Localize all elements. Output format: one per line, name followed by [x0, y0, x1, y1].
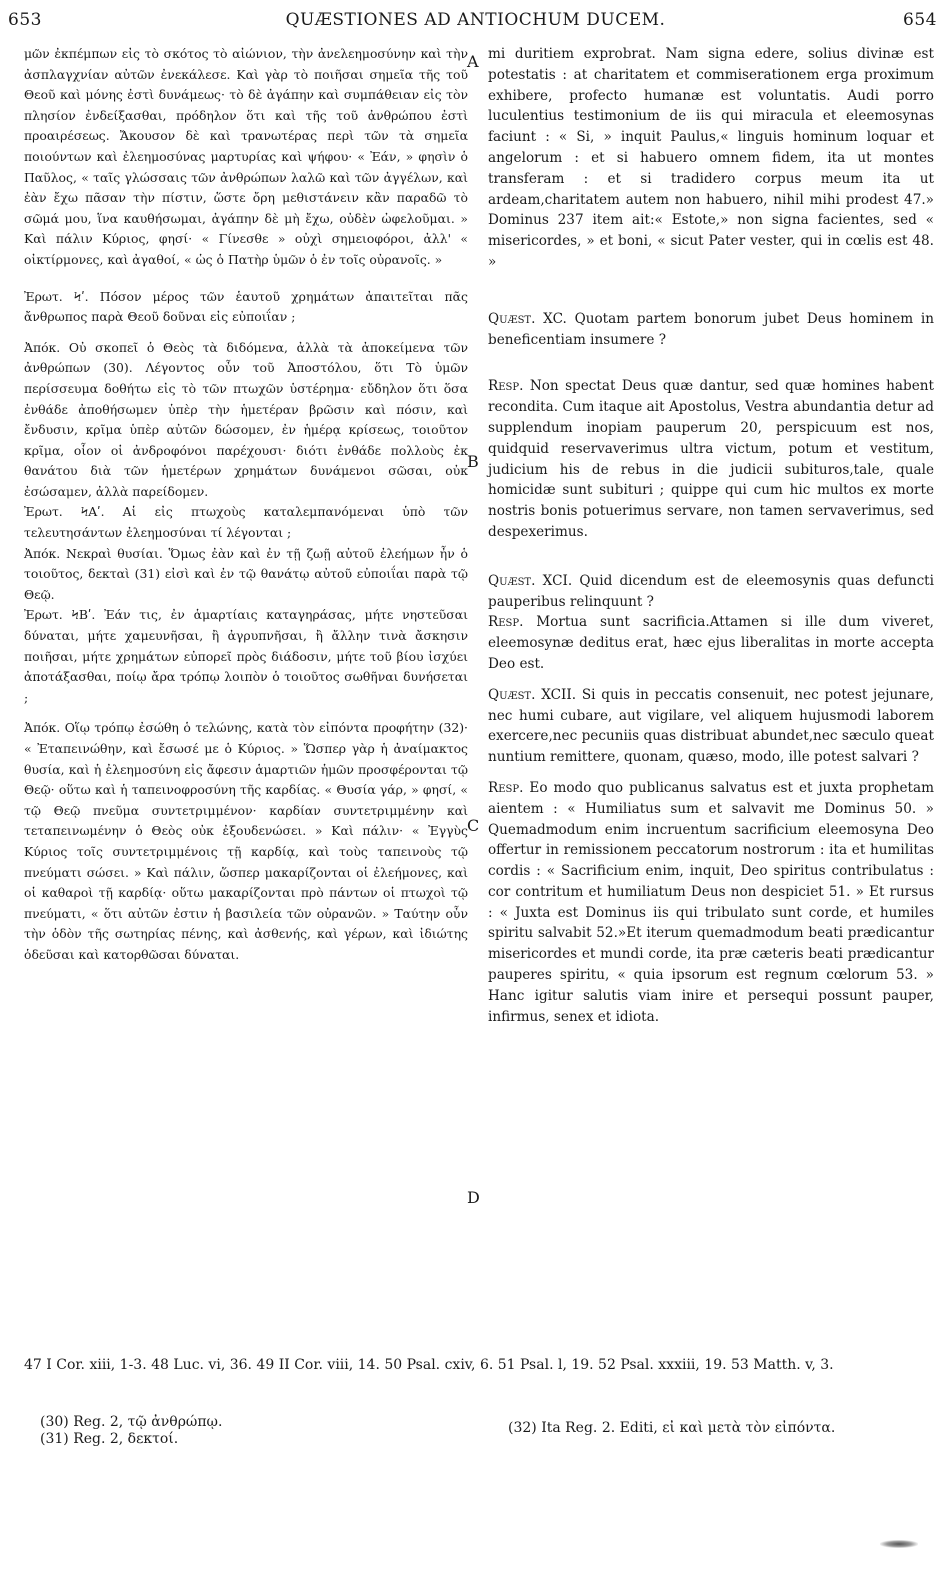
variant-footnotes-left [40, 1414, 460, 1448]
answer-text: Mortua sunt sacrificia.Attamen si ille dum viveret, eleemosynæ deditus erat, hæc ejus liberalitas in morte accepta Deo est. [488, 614, 934, 672]
latin-paragraph-intro: mi duritiem exprobrat. Nam signa edere, solius divinæ est potestatis : at charitatem et commiserationem erga proximum exhibere, profecto humanæ est voluntatis. Audi porro luculentius testimonium de iis qui miracula et eleemosynas faciunt : « Si, » inquit Paulus,« linguis hominum loquar et angelorum : et si habuero omnem fidem, ita ut montes transferam : et si tradidero corpus meum ita ut ardeam,charitatem autem non habuero, nihil mihi prodest 47.» Dominus 237 item ait:« Estote,» non signa facientes, sed « misericordes, » et boni, « sicut Pater vester, qui in cœlis est 48. » [488, 46, 934, 270]
answer-label: Resp. [488, 614, 524, 631]
latin-answer-91 [488, 612, 934, 674]
greek-paragraph-intro: μῶν ἐκπέμπων εἰς τὸ σκότος τὸ αἰώνιον, τὴν ἀνελεημοσύνην καὶ τὴν ἀσπλαγχνίαν αὐτῶν ἐνεκάλεσε. Καὶ γὰρ τὸ ποιῆσαι σημεῖα τῆς τοῦ Θεοῦ καὶ μόνης ἐστὶ δυνάμεως· τὸ δὲ ἀγάπην καὶ συμπάθειαν εἰς τὸν πλησίον ἐνδείξασθαι, πρόδηλον ὅτι καὶ τῆς τοῦ ἀνθρώπου ἐστὶ προαιρέσεως. Ἄκουσον δὲ καὶ τρανωτέρας περὶ τῶν τὰ σημεῖα ποιούντων καὶ ἐλεημοσύνας μαρτυρίας καὶ ψήφου· « Ἐάν, » φησὶν ὁ Παῦλος, « ταῖς γλώσσαις τῶν ἀνθρώπων λαλῶ καὶ τῶν ἀγγέλων, καὶ ἐὰν ἔχω πᾶσαν τὴν πίστιν, ὥστε ὄρη μεθιστάνειν κἂν παραδῶ τὸ σῶμά μου, ἵνα καυθήσωμαι, ἀγάπην δὲ μὴ ἔχω, οὐδὲν ὠφελοῦμαι. » Καὶ πάλιν Κύριος, φησί· « Γίνεσθε » οὐχὶ σημειοφόροι, ἀλλ' « οἰκτίρμονες, καὶ ἀγαθοί, « ὡς ὁ Πατὴρ ὑμῶν ὁ ἐν τοῖς οὐρανοῖς. » [24, 46, 468, 267]
question-text: XC. Quotam partem bonorum jubet Deus hominem in beneficentiam insumere ? [488, 310, 934, 348]
greek-answer-91: Ἀπόκ. Νεκραὶ θυσίαι. Ὅμως ἐὰν καὶ ἐν τῇ ζωῇ αὐτοῦ ἐλεήμων ἦν ὁ τοιοῦτος, δεκταὶ (31) εἰσὶ καὶ ἐν τῷ θανάτῳ αὐτοῦ εὐποιΐαι παρὰ τῷ Θεῷ. [24, 545, 468, 602]
margin-letter-b: B [467, 452, 479, 471]
page-number-left: 653 [8, 10, 42, 30]
footnote-31: (31) Reg. 2, δεκτοί. [40, 1431, 179, 1447]
latin-answer-90 [488, 376, 934, 542]
margin-letter-a: A [467, 52, 479, 71]
answer-text: Non spectat Deus quæ dantur, sed quæ homines habent recondita. Cum itaque ait Apostolus, Vestra abundantia detur ad supplendum inopiam pauperum 20, perspicuum est nos, quidquid reservaverimus ultra victum, potum et vestitum, judicium his de rebus in die judicii subituros,tale, quale homicidæ sunt subituri ; quippe qui cum hic multos ex morte nostris bonis potuerimus servare, non tamen servaverimus, sed despexerimus. [488, 378, 934, 540]
margin-letter-c: C [467, 816, 480, 835]
latin-question-91 [488, 571, 934, 613]
ink-smudge [880, 1540, 918, 1548]
greek-answer-90: Ἀπόκ. Οὐ σκοπεῖ ὁ Θεὸς τὰ διδόμενα, ἀλλὰ τὰ ἀποκείμενα τῶν ἀνθρώπων (30). Λέγοντος οὖν τοῦ Ἀποστόλου, ὅτι Τὸ ὑμῶν περίσσευμα δοθήτω εἰς τὸ τῶν πτωχῶν ὑστέρημα· εὔδηλον ὅτι ὅσα ἐνθάδε ἀποθήσωμεν ὑπὲρ τὴν ἡμετέραν βρῶσιν καὶ πόσιν, καὶ ἔνδυσιν, κρῖμα ὑπὲρ αὐτῶν δώσομεν, ἐν ἡμέρᾳ κρίσεως, τοιοῦτον κρῖμα, οἷον οἱ ἀνδροφόνοι παρέχουσι· διότι ἐνθάδε πολλοὺς ἐκ θανάτου διὰ τῶν ἡμετέρων χρημάτων δυνάμενοι σῶσαι, οὐκ ἐσώσαμεν, ἀλλὰ παρείδομεν. [24, 339, 468, 499]
latin-column [488, 44, 934, 1027]
footnote-32: (32) Ita Reg. 2. Editi, εἰ καὶ μετὰ τὸν εἰπόντα. [508, 1420, 836, 1436]
greek-answer-92: Ἀπόκ. Οἵῳ τρόπῳ ἐσώθη ὁ τελώνης, κατὰ τὸν εἰπόντα προφήτην (32)· « Ἐταπεινώθην, καὶ ἔσωσέ με ὁ Κύριος. » Ὥσπερ γὰρ ἡ ἀναίμακτος θυσία, καὶ ἡ ἐλεημοσύνη εἰς ἄφεσιν ἁμαρτιῶν ἡμῶν προσφέρονται τῷ Θεῷ· οὕτω καὶ ἡ ταπεινοφροσύνη τῆς καρδίας. « Θυσία γάρ, » φησί, « τῷ Θεῷ πνεῦμα συντετριμμένον· καρδίαν συντετριμμένην καὶ τεταπεινωμένην ὁ Θεὸς οὐκ ἐξουδενώσει. » Καὶ πάλιν· « Ἐγγὺς Κύριος τοῖς συντετριμμένοις τῇ καρδίᾳ, καὶ τοὺς ταπεινοὺς τῷ πνεύματι σώσει. » Καὶ πάλιν, ὥσπερ μακαρίζονται οἱ ἐλεήμονες, καὶ οἱ καθαροὶ τῇ καρδίᾳ· οὕτω μακαρίζονται πρὸ πάντων οἱ πτωχοὶ τῷ πνεύματι, « ὅτι αὐτῶν ἐστιν ἡ βασιλεία τῶν οὐρανῶν. » Ταύτην οὖν τὴν ὁδὸν τῆς σωτηρίας πένης, καὶ ἀσθενής, καὶ γέρων, καὶ ἰδιώτης ὁδεῦσαι καὶ κατορθῶσαι δύναται. [24, 720, 468, 962]
greek-question-90: Ἐρωτ. Ϟʹ. Πόσον μέρος τῶν ἑαυτοῦ χρημάτων ἀπαιτεῖται πᾶς ἄνθρωπος παρὰ Θεοῦ δοῦναι εἰς εὐποιΐαν ; [24, 288, 468, 325]
greek-question-91: Ἐρωτ. ϞΑʹ. Αἱ εἰς πτωχοὺς καταλεμπανόμεναι ὑπὸ τῶν τελευτησάντων ἐλεημοσύναι τί λέγονται ; [24, 504, 468, 541]
question-text: XCI. Quid dicendum est de eleemosynis quas defuncti pauperibus relinquunt ? [488, 572, 934, 610]
margin-letter-d: D [467, 1188, 480, 1207]
question-label: Quæst. [488, 310, 536, 327]
running-title: QUÆSTIONES AD ANTIOCHUM DUCEM. [285, 10, 666, 30]
question-label: Quæst. [488, 572, 536, 589]
latin-question-90 [488, 309, 934, 351]
answer-label: Resp. [488, 378, 524, 395]
answer-text: Eo modo quo publicanus salvatus est et juxta prophetam aientem : « Humiliatus sum et salvavit me Dominus 50. » Quemadmodum enim incruentum sacrificium eleemosyna Deo offertur in remissionem peccatorum nostrorum : ita et humilitas cordis : « Sacrificium enim, inquit, Deo spiritus contribulatus : cor contritum et humiliatum Deus non despiciet 51. » Et rursus : « Juxta est Dominus iis qui tribulato sunt corde, et humiles spiritu salvabit 52.»Et iterum quemadmodum beati prædicantur misericordes et mundi corde, ita præ cæteris beati prædicantur pauperes spiritu, « quia ipsorum est regnum cœlorum 53. » Hanc igitur salutis viam inire et persequi possunt pauper, infirmus, senex et idiota. [488, 779, 934, 1025]
greek-question-92: Ἐρωτ. ϞΒʹ. Ἐάν τις, ἐν ἁμαρτίαις καταγηράσας, μήτε νηστεῦσαι δύναται, μήτε χαμευνῆσαι, ἢ ἀγρυπνῆσαι, ἢ ἄλλην τινὰ ἄσκησιν ποιῆσαι, μήτε χρημάτων εὐπορεῖ πρὸς διάδοσιν, μήτε τοῦ βίου ἰσχύει ἀποτάξασθαι, ποίῳ ἄρα τρόπῳ λοιπὸν ὁ τοιοῦτος σωθῆναι δυνήσεται ; [24, 607, 468, 705]
variant-footnotes-right [508, 1420, 928, 1437]
latin-question-92 [488, 685, 934, 768]
question-text: XCII. Si quis in peccatis consenuit, nec potest jejunare, nec humi cubare, aut vigilare, vel aliquem hujusmodi laborem exercere,nec pecuniis quas distribuat abundet,nec sæculo queat nuntium remittere, quonam, quæso, modo, ille potest salvari ? [488, 686, 934, 766]
answer-label: Resp. [488, 779, 524, 796]
scripture-footnotes: 47 I Cor. xiii, 1-3. 48 Luc. vi, 36. 49 II Cor. viii, 14. 50 Psal. cxiv, 6. 51 Psal. l, 19. 52 Psal. xxxiii, 19. 53 Matth. v, 3. [24, 1357, 834, 1373]
running-header [0, 6, 951, 36]
latin-answer-92 [488, 778, 934, 1028]
page-number-right: 654 [903, 10, 937, 30]
greek-column [24, 44, 468, 966]
question-label: Quæst. [488, 686, 536, 703]
footnote-30: (30) Reg. 2, τῷ ἀνθρώπῳ. [40, 1414, 223, 1430]
